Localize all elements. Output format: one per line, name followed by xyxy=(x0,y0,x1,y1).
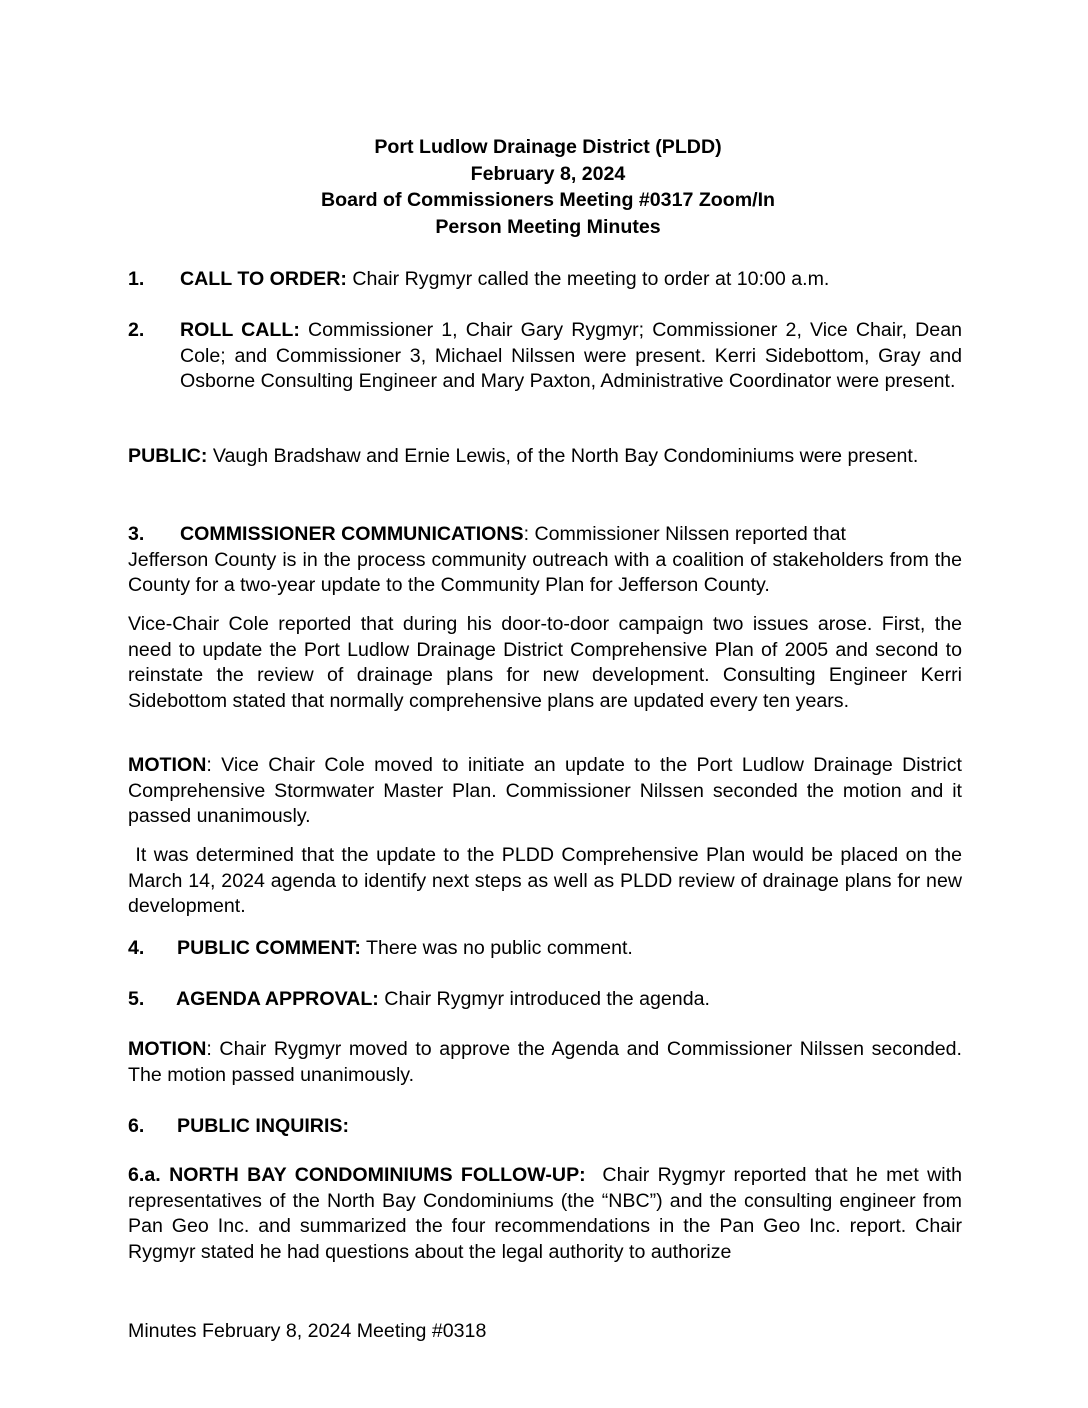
section-heading: PUBLIC COMMENT: xyxy=(177,937,361,959)
section-heading: 6.a. NORTH BAY CONDOMINIUMS FOLLOW-UP: xyxy=(128,1164,586,1186)
motion-comprehensive-plan xyxy=(128,753,962,830)
section-heading: CALL TO ORDER: xyxy=(180,268,347,290)
paragraph-vice-chair-report: Vice-Chair Cole reported that during his door-to-door campaign two issues arose. First, the need to update the Port Ludlow Drainage District Comprehensive Plan of 2005 and second to reinstate the review of drainage plans for new development. Consulting Engineer Kerri Sidebottom stated that normally comprehensive plans are updated every ten years. xyxy=(128,613,962,712)
section-heading: ROLL CALL: xyxy=(180,319,300,341)
section-public xyxy=(128,444,962,470)
section-heading: COMMISSIONER COMMUNICATIONS xyxy=(180,523,524,545)
section-text: Chair Rygmyr called the meeting to order at 10:00 a.m. xyxy=(346,268,830,290)
document-title-block xyxy=(0,134,1088,240)
section-heading: PUBLIC: xyxy=(128,445,208,467)
section-number: 5. xyxy=(128,988,145,1010)
section-text: Vaugh Bradshaw and Ernie Lewis, of the North Bay Condominiums were present. xyxy=(207,445,919,467)
title-subtitle: Person Meeting Minutes xyxy=(435,215,661,238)
motion-agenda-approval xyxy=(128,1037,962,1088)
section-text: There was no public comment. xyxy=(360,937,633,959)
section-number: 3. xyxy=(128,523,145,545)
section-heading: AGENDA APPROVAL: xyxy=(176,988,379,1010)
section-text: Chair Rygmyr reported that he met with representatives of the North Bay Condominiums (the “NBC”) and the consulting engineer from Pan Geo Inc. and summarized the four recommendations in the Pan Geo Inc. report. Chair Rygmyr stated he had questions about the legal authority to authorize xyxy=(128,1164,968,1263)
motion-heading: MOTION xyxy=(128,1038,207,1060)
motion-text: : Chair Rygmyr moved to approve the Agenda and Commissioner Nilssen seconded. The motion passed unanimously. xyxy=(128,1038,962,1086)
section-public-inquiries xyxy=(128,1114,962,1140)
section-text: Jefferson County is in the process community outreach with a coalition of stakeholders from the County for a two-year update to the Community Plan for Jefferson County. xyxy=(128,548,962,597)
section-public-comment xyxy=(128,936,962,962)
page-footer: Minutes February 8, 2024 Meeting #0318 xyxy=(128,1320,487,1342)
section-call-to-order xyxy=(128,267,962,293)
section-text: Chair Rygmyr introduced the agenda. xyxy=(378,988,710,1010)
paragraph-determination: It was determined that the update to the PLDD Comprehensive Plan would be placed on the March 14, 2024 agenda to identify next steps as well as PLDD review of drainage plans for new development. xyxy=(128,844,968,918)
title-organization: Port Ludlow Drainage District (PLDD) xyxy=(374,136,722,158)
section-text: Commissioner 1, Chair Gary Rygmyr; Commissioner 2, Vice Chair, Dean Cole; and Commissioner 3, Michael Nilssen were present. Kerri Sidebottom, Gray and Osborne Consulting Engineer and Mary Paxton, Administrative Coordinator were present. xyxy=(180,319,962,393)
section-text-line1: : Commissioner Nilssen reported that xyxy=(523,523,846,545)
section-agenda-approval xyxy=(128,987,962,1013)
section-roll-call xyxy=(128,318,962,395)
section-heading-wrap xyxy=(180,522,846,548)
section-north-bay-followup xyxy=(128,1163,968,1265)
section-number: 6. xyxy=(128,1115,145,1137)
title-date: February 8, 2024 xyxy=(470,162,626,185)
motion-text: : Vice Chair Cole moved to initiate an update to the Port Ludlow Drainage District Comprehensive Stormwater Master Plan. Commissioner Nilssen seconded the motion and it passed unanimously. xyxy=(128,754,962,828)
section-number: 4. xyxy=(128,937,145,959)
section-number: 1. xyxy=(128,268,145,290)
section-number: 2. xyxy=(128,319,145,341)
motion-heading: MOTION xyxy=(128,754,207,776)
title-meeting: Board of Commissioners Meeting #0317 Zoom/In xyxy=(320,189,775,211)
section-heading: PUBLIC INQUIRIS: xyxy=(177,1115,349,1137)
section-commissioner-communications xyxy=(128,522,962,599)
